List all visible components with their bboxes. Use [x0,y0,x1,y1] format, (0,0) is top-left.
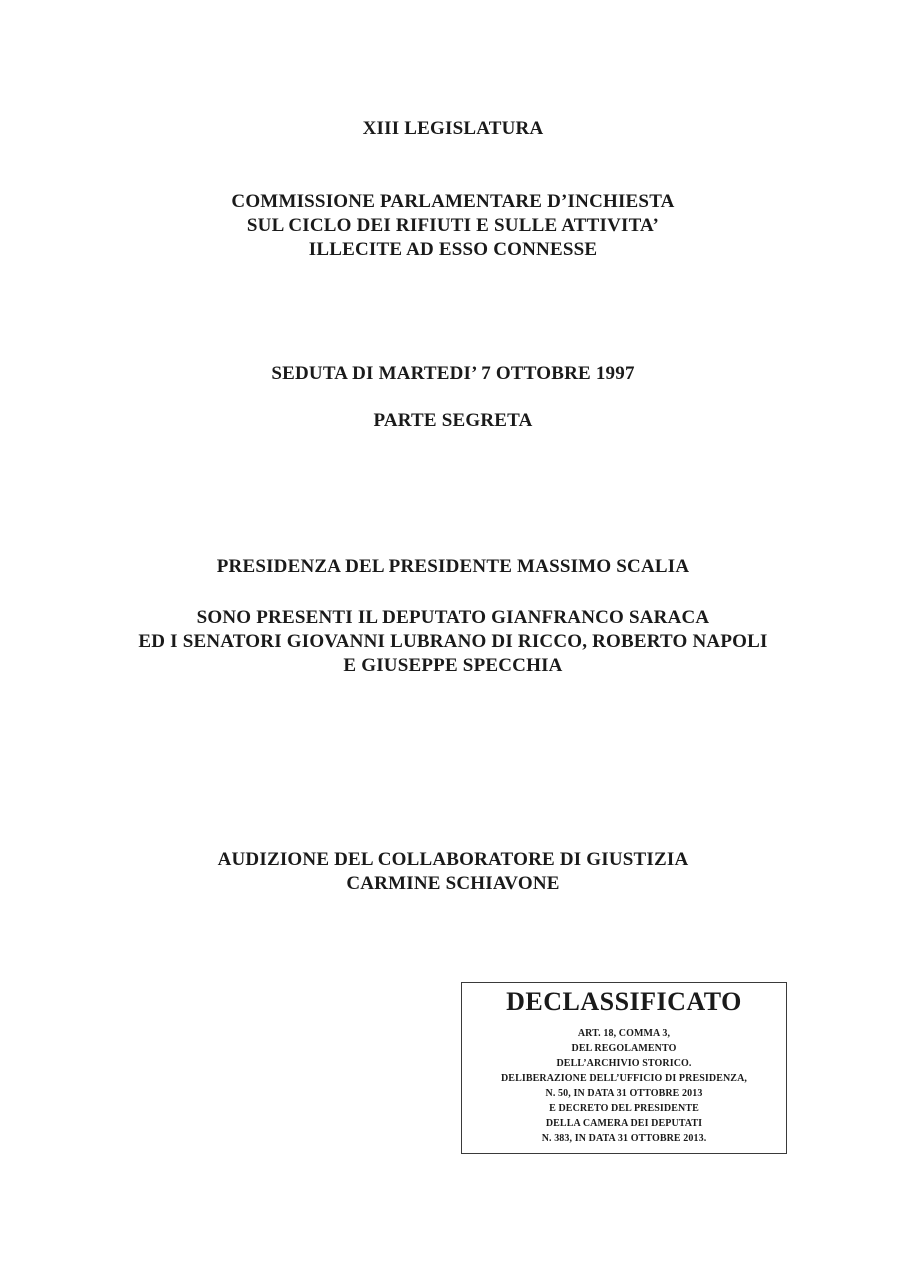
attendance-line-3: E GIUSEPPE SPECCHIA [343,655,563,676]
commission-title-line-1: COMMISSIONE PARLAMENTARE D’INCHIESTA [231,191,675,212]
stamp-line: N. 383, IN DATA 31 OTTOBRE 2013. [541,1133,707,1144]
commission-title-line-3: ILLECITE AD ESSO CONNESSE [308,239,598,260]
stamp-line: N. 50, IN DATA 31 OTTOBRE 2013 [545,1088,703,1099]
stamp-line: DELLA CAMERA DEI DEPUTATI [545,1118,703,1129]
attendance-line-1: SONO PRESENTI IL DEPUTATO GIANFRANCO SARACA [196,607,710,628]
presidency-line: PRESIDENZA DEL PRESIDENTE MASSIMO SCALIA [216,556,690,577]
stamp-line: ART. 18, COMMA 3, [577,1028,671,1039]
attendance-line-2: ED I SENATORI GIOVANNI LUBRANO DI RICCO, ROBERTO NAPOLI [138,631,768,652]
legislature-heading: XIII LEGISLATURA [362,118,544,139]
stamp-line: DELL’ARCHIVIO STORICO. [556,1058,692,1069]
declassification-stamp [461,982,787,1154]
commission-title-line-2: SUL CICLO DEI RIFIUTI E SULLE ATTIVITA’ [246,215,660,236]
hearing-line-2: CARMINE SCHIAVONE [346,873,560,894]
session-date: SEDUTA DI MARTEDI’ 7 OTTOBRE 1997 [271,363,635,384]
stamp-line: DELIBERAZIONE DELL’UFFICIO DI PRESIDENZA, [500,1073,747,1084]
hearing-line-1: AUDIZIONE DEL COLLABORATORE DI GIUSTIZIA [217,849,689,870]
stamp-line: DEL REGOLAMENTO [571,1043,677,1054]
session-section: PARTE SEGRETA [373,410,533,431]
stamp-line: E DECRETO DEL PRESIDENTE [549,1103,699,1114]
stamp-title: DECLASSIFICATO [506,987,742,1016]
